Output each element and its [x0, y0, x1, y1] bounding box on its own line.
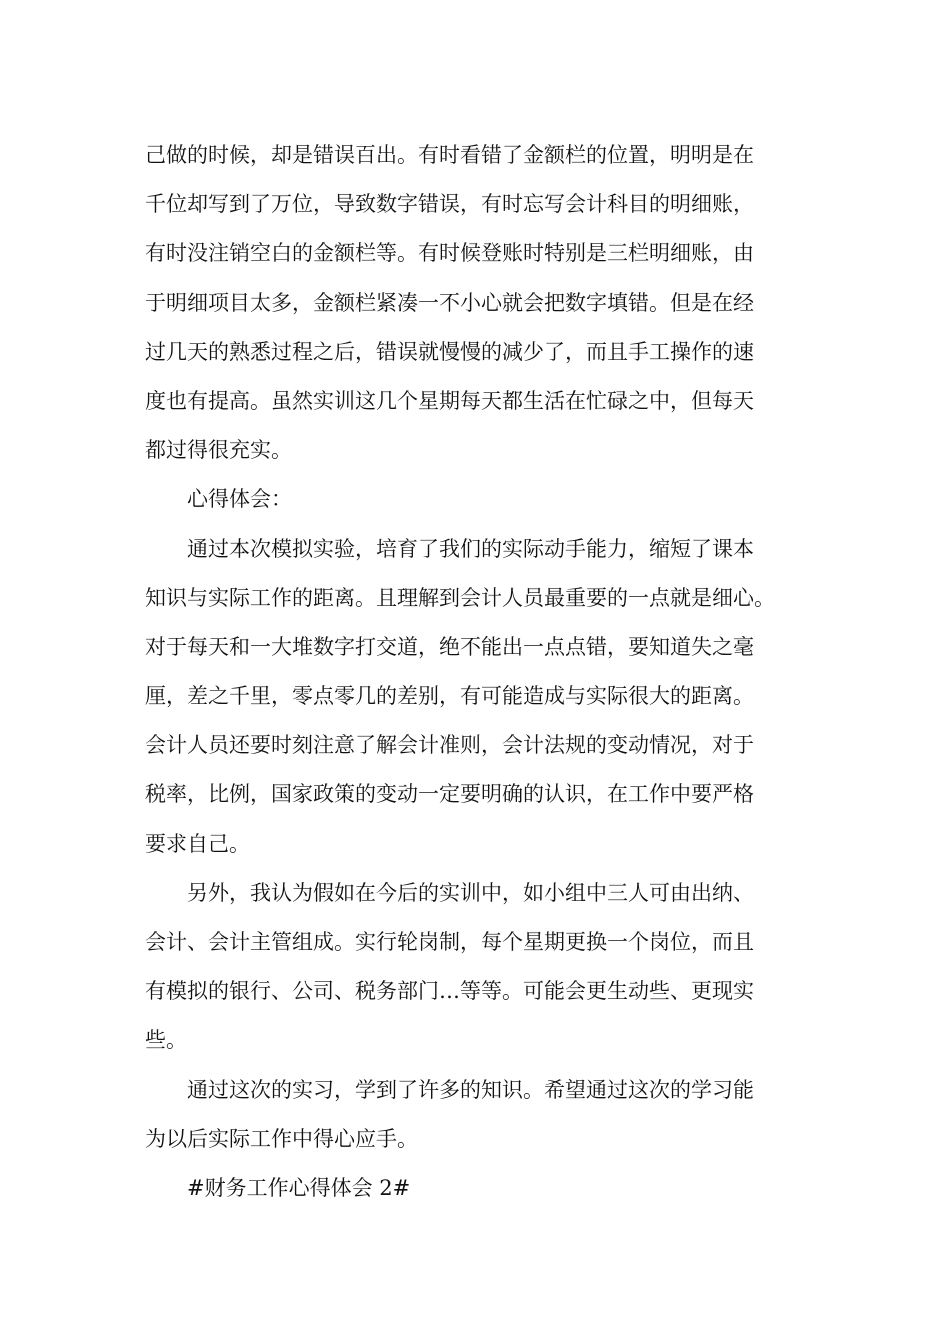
- text-line: 知识与实际工作的距离。且理解到会计人员最重要的一点就是细心。: [145, 585, 775, 610]
- text-line: 会计人员还要时刻注意了解会计准则，会计法规的变动情况，对于: [145, 733, 754, 758]
- text-line: 有时没注销空白的金额栏等。有时候登账时特别是三栏明细账，由: [145, 241, 754, 266]
- text-line: 于明细项目太多，金额栏紧凑一不小心就会把数字填错。但是在经: [145, 290, 754, 315]
- text-line: 为以后实际工作中得心应手。: [145, 1126, 418, 1151]
- text-line: 要求自己。: [145, 831, 250, 856]
- section-heading: #财务工作心得体会 2#: [145, 1175, 411, 1200]
- text-line: 有模拟的银行、公司、税务部门…等等。可能会更生动些、更现实: [145, 979, 754, 1004]
- text-line: 厘，差之千里，零点零几的差别，有可能造成与实际很大的距离。: [145, 684, 754, 709]
- text-line: 己做的时候，却是错误百出。有时看错了金额栏的位置，明明是在: [145, 143, 754, 167]
- text-line: 些。: [145, 1028, 187, 1053]
- text-line: 会计、会计主管组成。实行轮岗制，每个星期更换一个岗位，而且: [145, 930, 754, 954]
- text-line: 通过这次的实习，学到了许多的知识。希望通过这次的学习能: [145, 1077, 754, 1102]
- document-body: [145, 131, 810, 1213]
- text-line: 税率，比例，国家政策的变动一定要明确的认识，在工作中要严格: [145, 782, 754, 807]
- text-line: 千位却写到了万位，导致数字错误，有时忘写会计科目的明细账，: [145, 192, 754, 217]
- text-line: 对于每天和一大堆数字打交道，绝不能出一点点错，要知道失之毫: [145, 634, 754, 659]
- section-heading: 心得体会：: [145, 487, 292, 512]
- text-line: 另外，我认为假如在今后的实训中，如小组中三人可由出纳、: [145, 880, 754, 905]
- text-line: 度也有提高。虽然实训这几个星期每天都生活在忙碌之中，但每天: [145, 388, 754, 413]
- text-line: 通过本次模拟实验，培育了我们的实际动手能力，缩短了课本: [145, 536, 754, 561]
- text-line: 过几天的熟悉过程之后，错误就慢慢的减少了，而且手工操作的速: [145, 339, 754, 364]
- text-line: 都过得很充实。: [145, 438, 292, 463]
